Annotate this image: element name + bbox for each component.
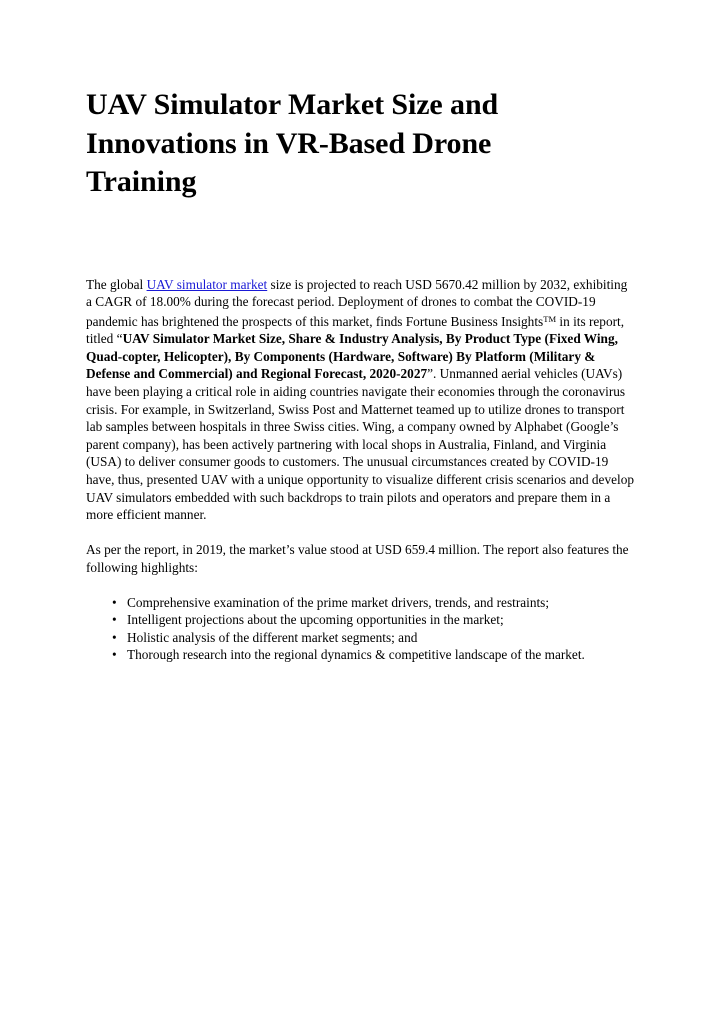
list-item	[86, 646, 634, 664]
list-item	[86, 594, 634, 612]
lead-text-part-2: size is projected to reach USD 5670.42 million by 2032, exhibiting a CAGR of 18.00% during the forecast period. Deployment of drones to combat the COVID-19 pandemic has brightened the prospects of this market, finds Fortune Business Insights	[86, 276, 628, 329]
list-item-label: Thorough research into the regional dynamics & competitive landscape of the market.	[127, 647, 585, 663]
lead-text-part-4: ”. Unmanned aerial vehicles (UAVs) have been playing a critical role in aiding countries navigate their economies through the coronavirus crisis. For example, in Switzerland, Swiss Post and Matternet teamed up to utilize drones to transport lab samples between hospitals in three Swiss cities. Wing, a company owned by Alphabet (Google’s parent company), has been actively partnering with local shops in Australia, Finland, and Virginia (USA) to deliver consumer goods to customers. The unusual circumstances created by COVID-19 have, thus, presented UAV with a unique opportunity to visualize different crisis scenarios and develop UAV simulators embedded with such backdrops to train pilots and operators and prepare them in a more efficient manner.	[86, 366, 635, 523]
list-item	[86, 629, 634, 647]
highlights-list	[86, 594, 634, 664]
page-title: UAV Simulator Market Size and Innovations in VR-Based Drone Training	[86, 88, 499, 198]
trademark-symbol: TM	[543, 313, 557, 324]
report-title-bold: UAV Simulator Market Size, Share & Industry Analysis, By Product Type (Fixed Wing, Quad-copter, Helicopter), By Components (Hardware, Software) By Platform (Military & Defense and Commercial) and Regional Forecast, 2020-2027	[86, 331, 618, 382]
list-item-label: Holistic analysis of the different market segments; and	[127, 629, 418, 645]
bullet-icon: •	[112, 629, 117, 645]
lead-text-part-1: The global	[86, 276, 147, 292]
bullet-icon: •	[112, 594, 117, 610]
bullet-icon: •	[112, 647, 117, 663]
lead-paragraph	[86, 276, 634, 524]
second-paragraph: As per the report, in 2019, the market’s value stood at USD 659.4 million. The report also features the following highlights:	[86, 542, 629, 575]
list-item	[86, 611, 634, 629]
uav-simulator-market-link[interactable]: UAV simulator market	[146, 276, 268, 292]
list-item-label: Comprehensive examination of the prime market drivers, trends, and restraints;	[127, 594, 550, 610]
lead-text-part-3: in its report, titled “	[86, 313, 625, 347]
document-content	[86, 86, 634, 664]
bullet-icon: •	[112, 612, 117, 628]
list-item-label: Intelligent projections about the upcoming opportunities in the market;	[127, 612, 504, 628]
